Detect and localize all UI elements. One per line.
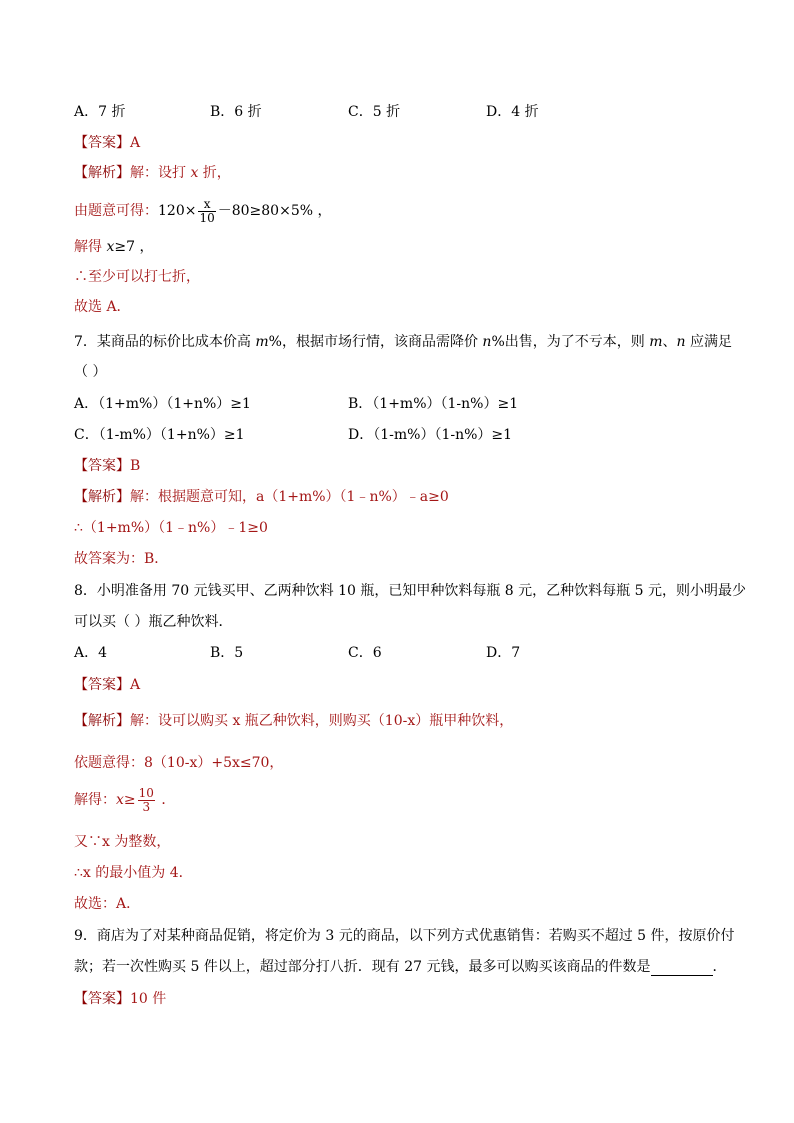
q7-stem-line-1: 7．某商品的标价比成本价高 m%，根据市场行情，该商品需降价 n%出售，为了不亏本，则 m、n 应满足 — [74, 334, 732, 350]
q6-solve: 解得 x≥7 ， — [74, 239, 154, 255]
q7-answer — [74, 457, 140, 475]
q6-analysis-line-1: 【解析】解：设打 x 折， — [74, 165, 231, 181]
q8-answer — [74, 676, 140, 694]
q8-stem-line-2: 可以买（ ）瓶乙种饮料． — [74, 614, 233, 630]
q6-option-c: C．5 折 — [348, 104, 401, 120]
answer-value: A — [130, 677, 141, 693]
q8-since: 又∵x 为整数， — [74, 834, 171, 850]
q8-option-a: A．4 — [74, 645, 108, 661]
q8-therefore: ∴x 的最小值为 4． — [74, 865, 193, 881]
answer-tag: 【答案】 — [74, 458, 130, 474]
analysis-tag: 【解析】 — [74, 489, 130, 505]
q9-answer — [74, 990, 166, 1008]
q8-stem-line-1: 8．小明准备用 70 元钱买甲、乙两种饮料 10 瓶，已知甲种饮料每瓶 8 元，乙种饮料每瓶 5 元，则小明最少 — [74, 583, 746, 599]
q8-equation: 依题意得：8（10-x）+5x≤70， — [74, 755, 284, 771]
q8-choice: 故选：A． — [74, 896, 141, 912]
q7-option-b: B．（1+m%）（1-n%）≥1 — [348, 396, 519, 412]
q6-therefore: ∴至少可以打七折， — [74, 269, 200, 285]
q6-equation: 由题意可得：120× $\frac{x}{10}$ －80≥80×5% ， — [74, 196, 332, 225]
q8-option-c: C．6 — [348, 645, 382, 661]
q7-option-d: D．（1-m%）（1-n%）≥1 — [348, 427, 513, 443]
q8-option-d: D．7 — [486, 645, 521, 661]
q7-choice: 故答案为：B． — [74, 551, 169, 567]
q6-option-a: A．7 折 — [74, 104, 126, 120]
analysis-tag: 【解析】 — [74, 165, 130, 181]
answer-tag: 【答案】 — [74, 135, 130, 151]
q9-stem-line-1: 9．商店为了对某种商品促销，将定价为 3 元的商品，以下列方式优惠销售：若购买不超过 5 件，按原价付 — [74, 928, 735, 944]
q7-analysis-line-1: 【解析】解：根据题意可知，a（1+m%）（1﹣n%）﹣a≥0 — [74, 489, 449, 505]
q6-choice: 故选 A． — [74, 299, 131, 315]
q7-stem-paren: （ ） — [74, 364, 107, 380]
q7-therefore: ∴（1+m%）（1﹣n%）﹣1≥0 — [74, 520, 268, 536]
fraction: $\frac{10}{3}$ — [138, 785, 154, 814]
q6-option-d: D．4 折 — [486, 104, 539, 120]
answer-tag: 【答案】 — [74, 991, 130, 1007]
q7-option-a: A．（1+m%）（1+n%）≥1 — [74, 396, 251, 412]
analysis-tag: 【解析】 — [74, 713, 130, 729]
answer-tag: 【答案】 — [74, 677, 130, 693]
q9-stem-line-2: 款；若一次性购买 5 件以上，超过部分打八折．现有 27 元钱，最多可以购买该商品的件数是 ． — [74, 959, 727, 975]
fraction: $\frac{x}{10}$ — [199, 196, 215, 225]
q8-analysis-line-1: 【解析】解：设可以购买 x 瓶乙种饮料，则购买（10-x）瓶甲种饮料， — [74, 713, 514, 729]
q7-option-c: C．（1-m%）（1+n%）≥1 — [74, 427, 245, 443]
q6-answer — [74, 134, 140, 152]
q8-option-b: B．5 — [210, 645, 244, 661]
q8-solve: 解得：x≥ $\frac{10}{3}$ ． — [74, 785, 176, 814]
answer-value: B — [130, 458, 141, 474]
answer-value: 10 件 — [130, 991, 167, 1007]
answer-value: A — [130, 135, 141, 151]
q6-option-b: B．6 折 — [210, 104, 262, 120]
answer-blank — [651, 961, 713, 976]
